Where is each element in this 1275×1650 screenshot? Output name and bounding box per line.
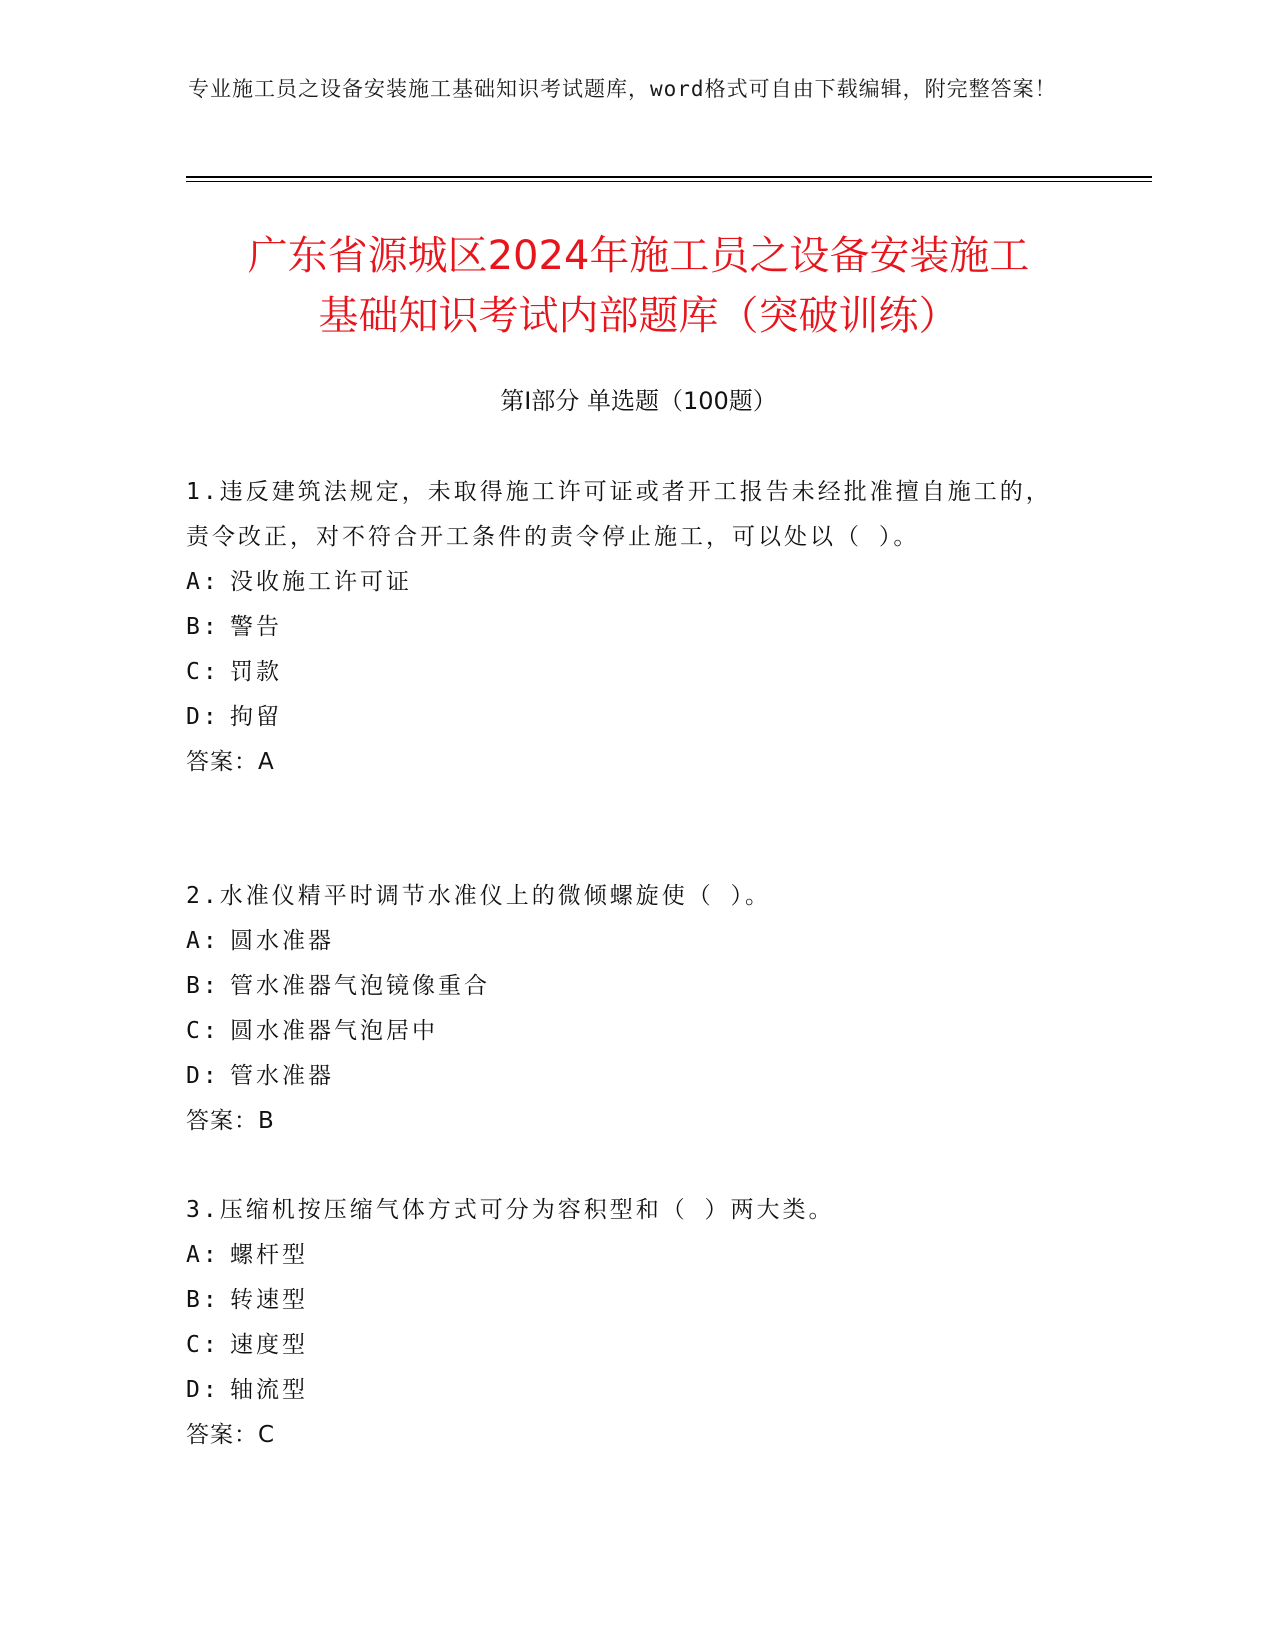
question-3 xyxy=(186,1188,1066,1458)
option-text: 管水准器气泡镜像重合 xyxy=(230,973,490,999)
option-d xyxy=(186,1368,1066,1413)
document-title-line-1: 广东省源城区2024年施工员之设备安装施工 xyxy=(247,233,1030,279)
option-letter: D: xyxy=(186,1063,220,1089)
option-c xyxy=(186,1009,1066,1054)
question-stem: 3.压缩机按压缩气体方式可分为容积型和（ ）两大类。 xyxy=(186,1197,835,1223)
option-letter: B: xyxy=(186,973,220,999)
option-d xyxy=(186,1054,1066,1099)
option-text: 转速型 xyxy=(230,1287,308,1313)
option-letter: C: xyxy=(186,1332,220,1358)
option-b xyxy=(186,1278,1066,1323)
document-title xyxy=(186,226,1091,346)
option-letter: D: xyxy=(186,704,220,730)
option-text: 螺杆型 xyxy=(230,1242,308,1268)
page-header-text: 专业施工员之设备安装施工基础知识考试题库，word格式可自由下载编辑，附完整答案！ xyxy=(188,77,1057,101)
option-letter: C: xyxy=(186,659,220,685)
answer: 答案：B xyxy=(186,1108,275,1134)
option-letter: A: xyxy=(186,928,220,954)
option-letter: B: xyxy=(186,1287,220,1313)
option-text: 拘留 xyxy=(230,704,282,730)
option-letter: B: xyxy=(186,614,220,640)
document-title-line-2: 基础知识考试内部题库（突破训练） xyxy=(318,293,959,339)
option-b xyxy=(186,605,1066,650)
answer: 答案：C xyxy=(186,1422,276,1448)
option-a xyxy=(186,919,1066,964)
option-letter: C: xyxy=(186,1018,220,1044)
option-letter: A: xyxy=(186,569,220,595)
header-divider-thin xyxy=(186,181,1152,182)
answer: 答案：A xyxy=(186,749,275,775)
option-c xyxy=(186,1323,1066,1368)
option-text: 罚款 xyxy=(230,659,282,685)
option-letter: A: xyxy=(186,1242,220,1268)
question-2 xyxy=(186,874,1066,1144)
option-b xyxy=(186,964,1066,1009)
option-c xyxy=(186,650,1066,695)
option-d xyxy=(186,695,1066,740)
option-text: 没收施工许可证 xyxy=(230,569,412,595)
option-text: 警告 xyxy=(230,614,282,640)
option-a xyxy=(186,560,1066,605)
option-text: 轴流型 xyxy=(230,1377,308,1403)
option-text: 圆水准器 xyxy=(230,928,334,954)
option-text: 速度型 xyxy=(230,1332,308,1358)
header-divider-thick xyxy=(186,176,1152,178)
option-text: 管水准器 xyxy=(230,1063,334,1089)
question-stem: 2.水准仪精平时调节水准仪上的微倾螺旋使（ ）。 xyxy=(186,883,772,909)
question-1 xyxy=(186,470,1066,785)
option-letter: D: xyxy=(186,1377,220,1403)
question-stem: 1.违反建筑法规定，未取得施工许可证或者开工报告未经批准擅自施工的，责令改正，对不符合开工条件的责令停止施工，可以处以（ ）。 xyxy=(186,479,1052,550)
option-text: 圆水准器气泡居中 xyxy=(230,1018,438,1044)
option-a xyxy=(186,1233,1066,1278)
section-title: 第Ⅰ部分 单选题（100题） xyxy=(500,387,777,415)
